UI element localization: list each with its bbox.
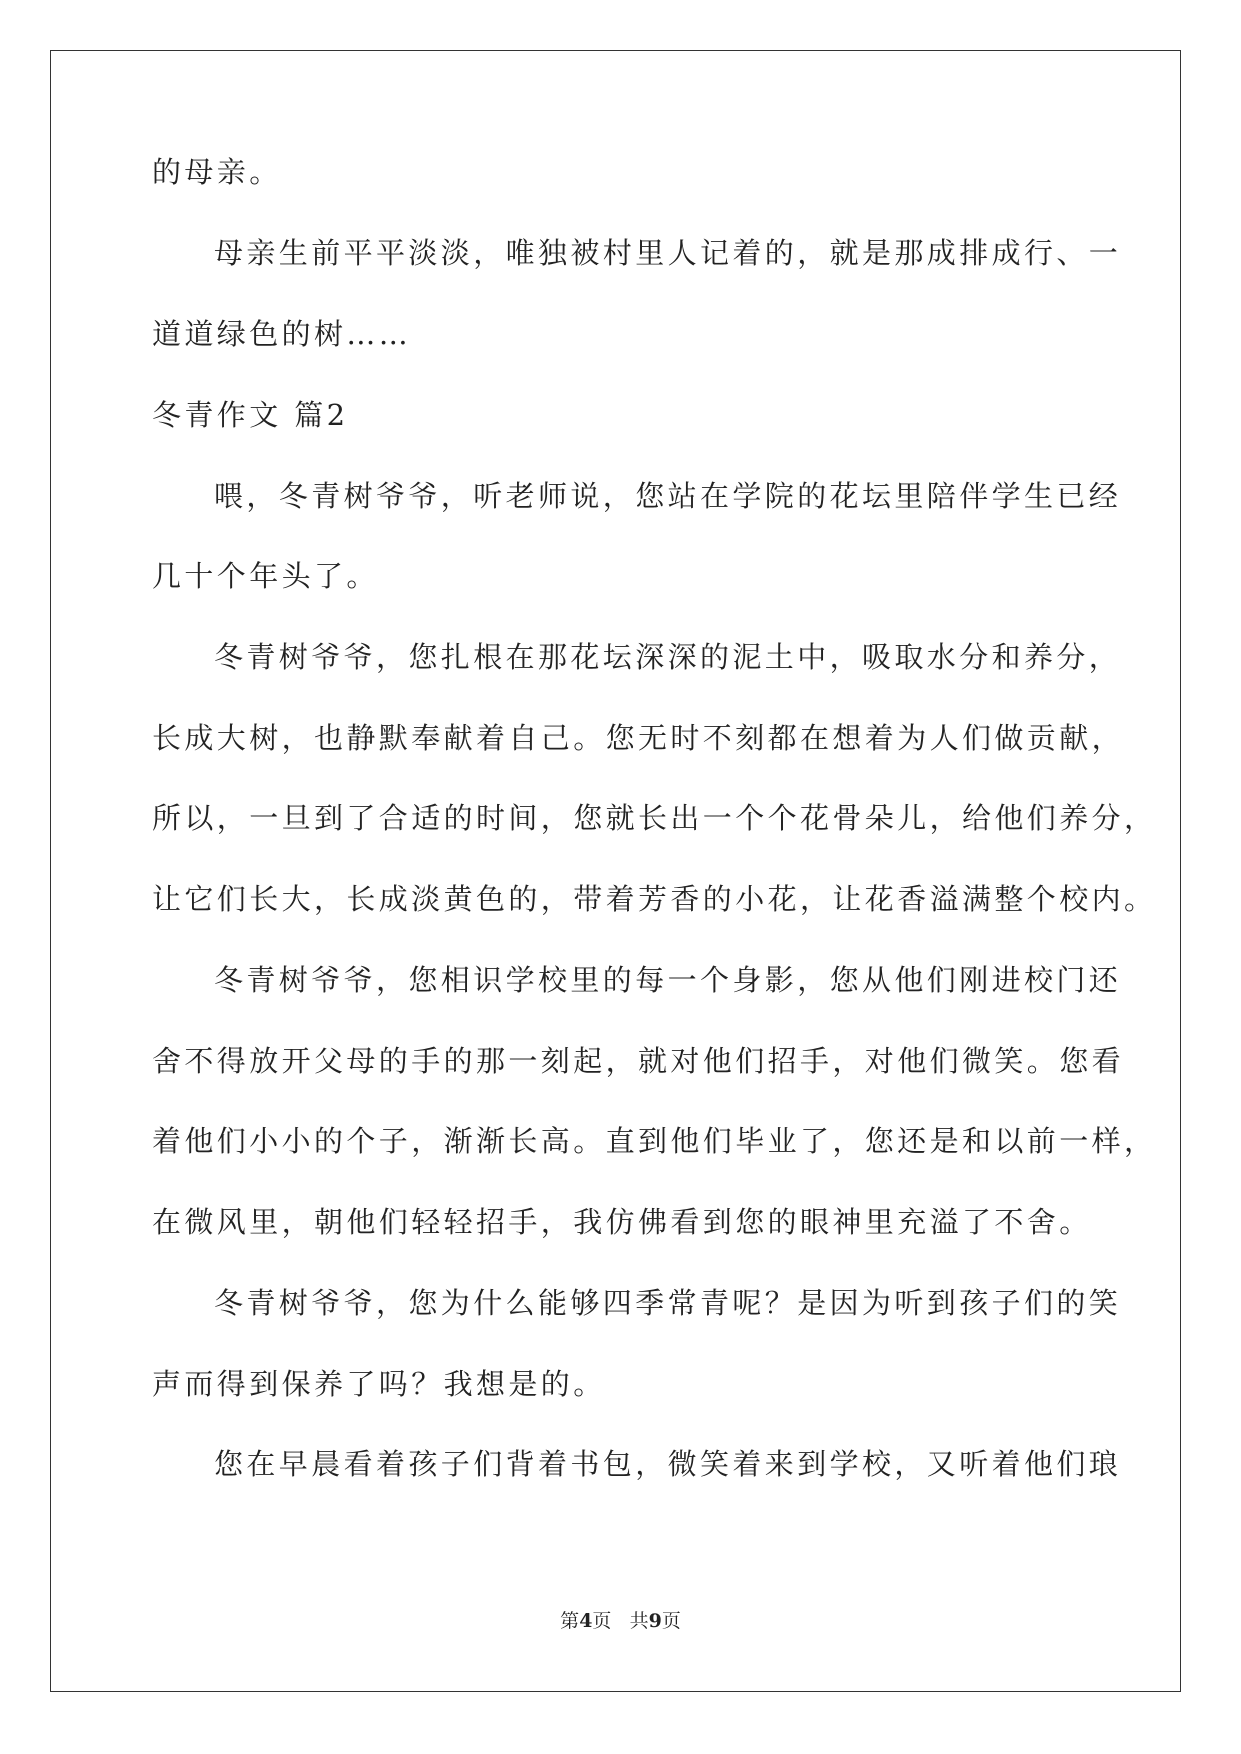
page-footer (0, 1609, 1241, 1633)
text-line: 几十个年头了。 (152, 559, 379, 593)
current-page-number: 4 (579, 1610, 593, 1632)
paragraph-line: 母亲生前平平淡淡，唯独被村里人记着的，就是那成排成行、一 (214, 236, 1122, 270)
paragraph-line: 冬青树爷爷，您扎根在那花坛深深的泥土中，吸取水分和养分， (214, 640, 1122, 674)
text-line: 舍不得放开父母的手的那一刻起，就对他们招手，对他们微笑。您看 (152, 1044, 1125, 1078)
paragraph-line: 冬青树爷爷，您相识学校里的每一个身影，您从他们刚进校门还 (214, 963, 1122, 997)
text-line: 长成大树，也静默奉献着自己。您无时不刻都在想着为人们做贡献， (152, 721, 1125, 755)
total-prefix: 共 (629, 1610, 649, 1632)
paragraph-line: 您在早晨看着孩子们背着书包，微笑着来到学校，又听着他们琅 (214, 1447, 1122, 1481)
text-line: 的母亲。 (152, 155, 282, 189)
total-suffix: 页 (661, 1610, 681, 1632)
page-prefix: 第 (560, 1610, 580, 1632)
text-line: 让它们长大，长成淡黄色的，带着芳香的小花，让花香溢满整个校内。 (152, 882, 1157, 916)
text-line: 着他们小小的个子，渐渐长高。直到他们毕业了，您还是和以前一样， (152, 1124, 1157, 1158)
section-heading: 冬青作文 篇2 (152, 398, 349, 432)
text-line: 所以，一旦到了合适的时间，您就长出一个个花骨朵儿，给他们养分， (152, 801, 1157, 835)
paragraph-line: 喂，冬青树爷爷，听老师说，您站在学院的花坛里陪伴学生已经 (214, 479, 1122, 513)
total-page-number: 9 (648, 1610, 662, 1632)
paragraph-line: 冬青树爷爷，您为什么能够四季常青呢？是因为听到孩子们的笑 (214, 1286, 1122, 1320)
text-line: 声而得到保养了吗？我想是的。 (152, 1367, 606, 1401)
text-line: 在微风里，朝他们轻轻招手，我仿佛看到您的眼神里充溢了不舍。 (152, 1205, 1092, 1239)
text-line: 道道绿色的树…… (152, 317, 412, 351)
page-suffix: 页 (592, 1610, 612, 1632)
